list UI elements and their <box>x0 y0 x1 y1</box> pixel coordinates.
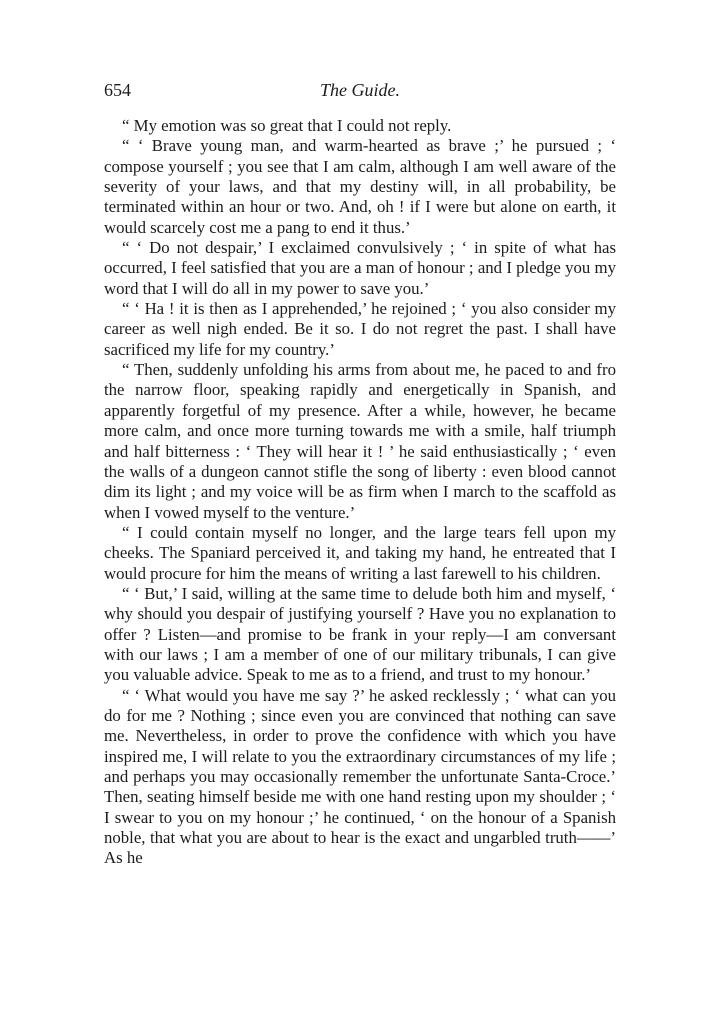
paragraph: “ ‘ Do not despair,’ I exclaimed convulsively ; ‘ in spite of what has occurred, I feel satisfied that you are a man of honour ; and I pledge you my word that I will do all in my power to save you.’ <box>104 238 616 298</box>
paragraph: “ My emotion was so great that I could not reply. <box>122 116 452 135</box>
running-title: The Guide. <box>320 80 400 100</box>
page-number: 654 <box>104 80 131 100</box>
body-text <box>104 116 616 869</box>
paragraph: “ ‘ Ha ! it is then as I apprehended,’ he rejoined ; ‘ you also consider my career as well nigh ended. Be it so. I do not regret the past. I shall have sacrificed my life for my country.’ <box>104 299 616 359</box>
page-header <box>104 80 616 104</box>
paragraph: “ ‘ Brave young man, and warm-hearted as brave ;’ he pursued ; ‘ compose yourself ; you see that I am calm, although I am well aware of the severity of your laws, and that my destiny will, in all probability, be terminated within an hour or two. And, oh ! if I were but alone on earth, it would scarcely cost me a pang to end it thus.’ <box>104 136 616 237</box>
paragraph: “ ‘ What would you have me say ?’ he asked recklessly ; ‘ what can you do for me ? Nothing ; since even you are convinced that nothing can save me. Nevertheless, in order to prove the confidence with which you have inspired me, I will relate to you the extraordinary circumstances of my life ; and perhaps you may occasionally remember the unfortunate Santa-Croce.’ Then, seating himself beside me with one hand resting upon my shoulder ; ‘ I swear to you on my honour ;’ he continued, ‘ on the honour of a Spanish noble, that what you are about to hear is the exact and ungarbled truth——’ As he <box>104 685 616 868</box>
paragraph: “ I could contain myself no longer, and the large tears fell upon my cheeks. The Spaniard perceived it, and taking my hand, he entreated that I would procure for him the means of writing a last farewell to his children. <box>104 522 616 583</box>
paragraph: “ Then, suddenly unfolding his arms from about me, he paced to and fro the narrow floor, speaking rapidly and energetically in Spanish, and apparently forgetful of my presence. After a while, however, he became more calm, and once more turning towards me with a smile, half triumph and half bitterness : ‘ They will hear it ! ’ he said enthusiastically ; ‘ even the walls of a dungeon cannot stifle the song of liberty : even blood cannot dim its light ; and my voice will be as firm when I march to the scaffold as when I vowed myself to the venture.’ <box>104 360 616 522</box>
paragraph: “ ‘ But,’ I said, willing at the same time to delude both him and myself, ‘ why should you despair of justifying yourself ? Have you no explanation to offer ? Listen—and promise to be frank in your reply—I am conversant with our laws ; I am a member of one of our military tribunals, I can give you valuable advice. Speak to me as to a friend, and trust to my honour.’ <box>104 583 616 685</box>
